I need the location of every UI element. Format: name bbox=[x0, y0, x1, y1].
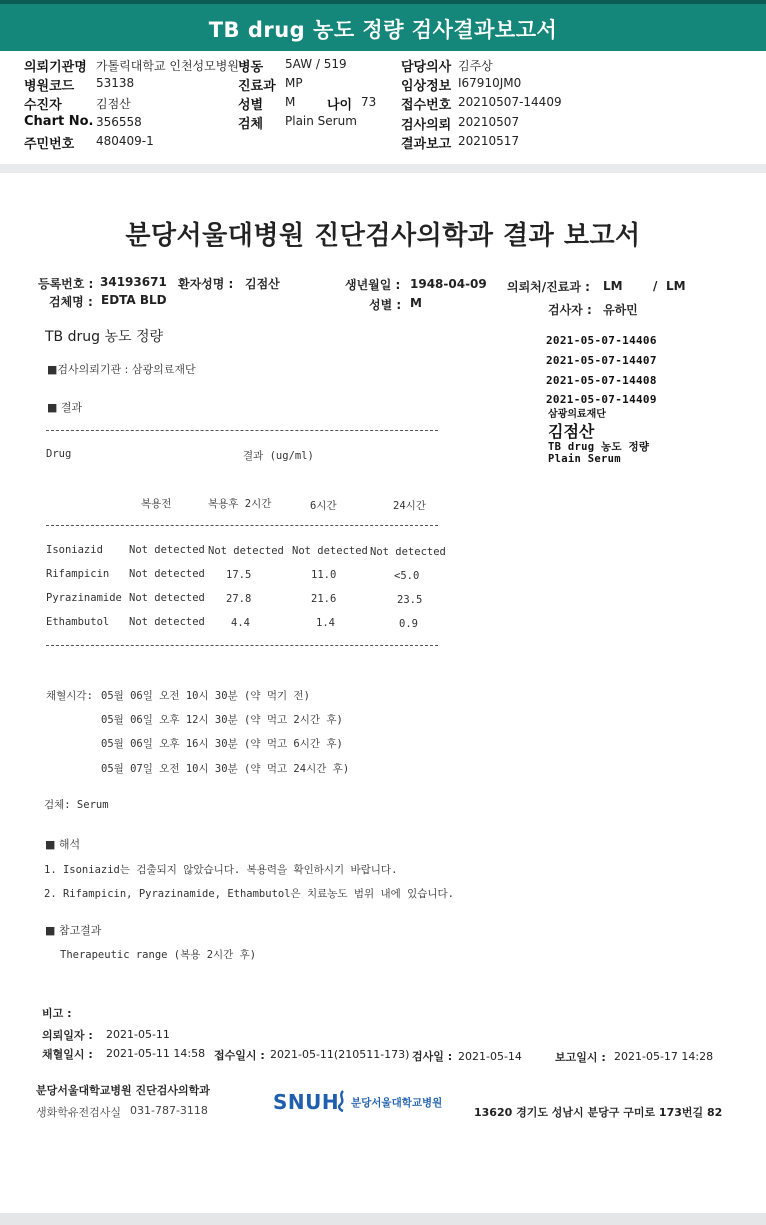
remark-label: 비고 : bbox=[42, 1007, 72, 1020]
receipt-value: 20210507-14409 bbox=[458, 95, 562, 109]
inst-label: 의뢰기관명 bbox=[24, 60, 87, 75]
dept-value: MP bbox=[285, 76, 303, 90]
referral-value-1: LM bbox=[603, 279, 623, 293]
cell: 0.9 bbox=[399, 618, 418, 630]
agency-line: ■검사의뢰기관 : 삼광의료재단 bbox=[47, 363, 196, 376]
referral-label: 의뢰처/진료과 : bbox=[507, 280, 590, 294]
doctor-value: 김주상 bbox=[458, 59, 493, 73]
stamp-org: 삼광의료재단 bbox=[548, 409, 606, 420]
logo-symbol-icon bbox=[337, 1090, 347, 1112]
collection-line: 05월 07일 오전 10시 30분 (약 먹고 24시간 후) bbox=[101, 763, 350, 775]
dob-value: 1948-04-09 bbox=[410, 277, 487, 291]
lab-phone: 031-787-3118 bbox=[130, 1104, 208, 1117]
hospcode-label: 병원코드 bbox=[24, 79, 75, 94]
cell: 11.0 bbox=[311, 569, 337, 581]
table-rule-bottom bbox=[46, 645, 438, 646]
recv-label: 접수일시 : bbox=[214, 1049, 265, 1062]
cell: Not detected bbox=[129, 616, 205, 628]
snuh-logo bbox=[273, 1088, 453, 1118]
address: 13620 경기도 성남시 분당구 구미로 173번길 82 bbox=[474, 1106, 723, 1119]
draw-label: 채혈일시 : bbox=[42, 1048, 93, 1061]
specimen-value: Plain Serum bbox=[285, 114, 357, 128]
stamp-id: 2021-05-07-14406 bbox=[546, 334, 657, 347]
logo-wordmark: SNUH bbox=[273, 1090, 340, 1114]
sex-value: M bbox=[285, 95, 296, 109]
recv-value: 2021-05-11(210511-173) bbox=[270, 1048, 410, 1061]
hospcode-value: 53138 bbox=[96, 76, 135, 90]
chart-label: Chart No. bbox=[24, 114, 94, 129]
cell: 21.6 bbox=[311, 593, 337, 605]
stamp-id: 2021-05-07-14407 bbox=[546, 354, 657, 367]
chart-value: 356558 bbox=[96, 115, 142, 129]
report-header-bar bbox=[0, 0, 766, 48]
report-sex-label: 성별 : bbox=[369, 298, 402, 312]
collection-line: 05월 06일 오전 10시 30분 (약 먹기 전) bbox=[101, 690, 310, 702]
header-divider bbox=[0, 48, 766, 51]
cell: 4.4 bbox=[231, 617, 250, 629]
cell: Not detected bbox=[370, 546, 446, 558]
clinical-label: 임상정보 bbox=[401, 79, 452, 94]
report-date-value: 20210517 bbox=[458, 134, 520, 148]
patient-value: 김점산 bbox=[96, 97, 131, 111]
spec-label: 검체명 : bbox=[49, 295, 93, 309]
inst-value: 가톨릭대학교 인천성모병원 bbox=[96, 59, 239, 73]
cell: <5.0 bbox=[394, 570, 420, 582]
drug-name: Rifampicin bbox=[46, 568, 110, 580]
specimen-line: 검체: Serum bbox=[44, 799, 109, 811]
receipt-label: 접수번호 bbox=[401, 98, 452, 113]
ward-label: 병동 bbox=[238, 60, 264, 75]
patient-label: 수진자 bbox=[24, 98, 62, 113]
interp-heading: ■ 해석 bbox=[45, 838, 81, 851]
table-rule-mid bbox=[46, 525, 438, 526]
collection-line: 05월 06일 오후 12시 30분 (약 먹고 2시간 후) bbox=[101, 714, 343, 726]
section-separator bbox=[0, 164, 766, 173]
report-header-title: TB drug 농도 정량 검사결과보고서 bbox=[208, 18, 558, 42]
result-heading: ■ 결과 bbox=[47, 401, 83, 414]
time-header-3: 24시간 bbox=[393, 500, 426, 512]
report-sex-value: M bbox=[410, 296, 422, 310]
cell: Not detected bbox=[292, 545, 368, 557]
dob-label: 생년월일 : bbox=[345, 278, 401, 292]
name-value: 김점산 bbox=[245, 277, 280, 291]
stamp-id: 2021-05-07-14408 bbox=[546, 374, 657, 387]
test-date-value: 2021-05-14 bbox=[458, 1050, 522, 1063]
tester-value: 유하민 bbox=[603, 303, 638, 317]
time-header-1: 복용후 2시간 bbox=[208, 498, 272, 510]
test-name: TB drug 농도 정량 bbox=[45, 329, 164, 345]
age-value: 73 bbox=[361, 95, 377, 109]
ref-line: Therapeutic range (복용 2시간 후) bbox=[60, 949, 257, 961]
page-bottom-band bbox=[0, 1213, 766, 1225]
req-label: 검사의뢰 bbox=[401, 118, 452, 133]
cell: 23.5 bbox=[397, 594, 423, 606]
reg-value: 34193671 bbox=[100, 275, 167, 289]
cell: 1.4 bbox=[316, 617, 335, 629]
stamp-spec: Plain Serum bbox=[548, 453, 621, 465]
req-value: 20210507 bbox=[458, 115, 520, 129]
cell: Not detected bbox=[129, 592, 205, 604]
interp-line: 2. Rifampicin, Pyrazinamide, Ethambutol은 치료농도 범위 내에 있습니다. bbox=[44, 888, 455, 900]
stamp-name: 김점산 bbox=[548, 422, 595, 441]
table-rule-top bbox=[46, 430, 438, 431]
tester-label: 검사자 : bbox=[548, 303, 592, 317]
draw-value: 2021-05-11 14:58 bbox=[106, 1047, 206, 1060]
ref-heading: ■ 참고결과 bbox=[45, 924, 102, 937]
lab-name: 생화학유전검사실 bbox=[36, 1106, 122, 1119]
report-title: 분당서울대병원 진단검사의학과 결과 보고서 bbox=[125, 221, 641, 251]
report-time-label: 보고일시 : bbox=[555, 1051, 606, 1064]
stamp-test: TB drug 농도 정량 bbox=[548, 441, 650, 453]
referral-sep: / bbox=[653, 279, 658, 293]
cell: 27.8 bbox=[226, 593, 252, 605]
req-date-label: 의뢰일자 : bbox=[42, 1029, 93, 1042]
name-label: 환자성명 : bbox=[178, 277, 234, 291]
ward-value: 5AW / 519 bbox=[285, 57, 347, 71]
logo-subtext: 분당서울대학교병원 bbox=[351, 1097, 443, 1109]
interp-line: 1. Isoniazid는 검출되지 않았습니다. 복용력을 확인하시기 바랍니다. bbox=[44, 864, 398, 876]
cell: Not detected bbox=[129, 544, 205, 556]
referral-value-2: LM bbox=[666, 279, 686, 293]
stamp-id: 2021-05-07-14409 bbox=[546, 393, 657, 406]
doctor-label: 담당의사 bbox=[401, 60, 452, 75]
reg-label: 등록번호 : bbox=[38, 277, 94, 291]
drug-name: Ethambutol bbox=[46, 616, 110, 628]
time-header-0: 복용전 bbox=[141, 498, 172, 510]
req-date-value: 2021-05-11 bbox=[106, 1028, 170, 1041]
collection-line: 05월 06일 오후 16시 30분 (약 먹고 6시간 후) bbox=[101, 738, 343, 750]
specimen-label: 검체 bbox=[238, 117, 264, 132]
report-time-value: 2021-05-17 14:28 bbox=[614, 1050, 714, 1063]
time-header-2: 6시간 bbox=[310, 500, 337, 512]
drug-name: Isoniazid bbox=[46, 544, 103, 556]
cell: Not detected bbox=[208, 545, 284, 557]
clinical-value: I67910JM0 bbox=[458, 76, 522, 90]
cell: Not detected bbox=[129, 568, 205, 580]
drug-name: Pyrazinamide bbox=[46, 592, 122, 604]
age-label: 나이 bbox=[327, 98, 353, 113]
rrn-label: 주민번호 bbox=[24, 137, 75, 152]
collection-label: 채혈시각: bbox=[46, 690, 93, 702]
result-header: 결과 (ug/ml) bbox=[243, 450, 314, 462]
spec-value: EDTA BLD bbox=[101, 293, 167, 307]
sex-label: 성별 bbox=[238, 98, 264, 113]
report-date-label: 결과보고 bbox=[401, 137, 452, 152]
dept-footer: 분당서울대학교병원 진단검사의학과 bbox=[36, 1084, 210, 1097]
rrn-value: 480409-1 bbox=[96, 134, 154, 148]
drug-header: Drug bbox=[46, 448, 72, 460]
cell: 17.5 bbox=[226, 569, 252, 581]
dept-label: 진료과 bbox=[238, 79, 276, 94]
test-date-label: 검사일 : bbox=[412, 1050, 453, 1063]
